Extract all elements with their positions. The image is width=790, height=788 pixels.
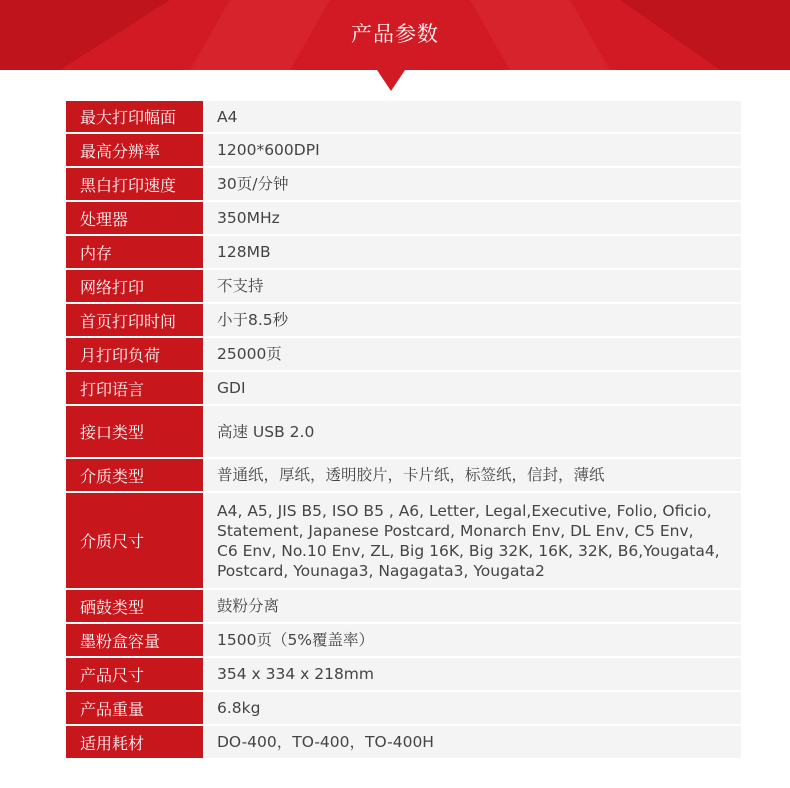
spec-value: 鼓粉分离: [205, 590, 741, 622]
spec-label: 墨粉盒容量: [66, 624, 203, 656]
spec-row: [66, 134, 741, 166]
spec-row: [66, 304, 741, 336]
spec-row: [66, 236, 741, 268]
banner-title: 产品参数: [351, 22, 439, 46]
spec-value: 6.8kg: [205, 692, 741, 724]
spec-value: 350MHz: [205, 202, 741, 234]
spec-row: [66, 338, 741, 370]
spec-row: [66, 590, 741, 622]
spec-label: 产品重量: [66, 692, 203, 724]
spec-value: 小于8.5秒: [205, 304, 741, 336]
spec-label: 网络打印: [66, 270, 203, 302]
spec-row: [66, 101, 741, 132]
spec-label: 硒鼓类型: [66, 590, 203, 622]
spec-label: 处理器: [66, 202, 203, 234]
spec-row: [66, 372, 741, 404]
spec-row: [66, 406, 741, 457]
spec-row: [66, 624, 741, 656]
spec-row: [66, 202, 741, 234]
spec-value: 354 x 334 x 218mm: [205, 658, 741, 690]
spec-label: 黑白打印速度: [66, 168, 203, 200]
spec-label: 介质尺寸: [66, 493, 203, 588]
spec-value: A4, A5, JIS B5, ISO B5 , A6, Letter, Legal,Executive, Folio, Oficio, Statement, Japanese Postcard, Monarch Env, DL Env, C5 Env, C6 Env, No.10 Env, ZL, Big 16K, Big 32K, 16K, 32K, B6,Yougata4, Postcard, Younaga3, Nagagata3, Yougata2: [205, 493, 741, 588]
spec-label: 介质类型: [66, 459, 203, 491]
spec-label: 首页打印时间: [66, 304, 203, 336]
spec-value: GDI: [205, 372, 741, 404]
spec-row: [66, 726, 741, 758]
spec-label: 接口类型: [66, 406, 203, 457]
spec-label: 内存: [66, 236, 203, 268]
spec-value: 128MB: [205, 236, 741, 268]
spec-label: 产品尺寸: [66, 658, 203, 690]
spec-value: 1200*600DPI: [205, 134, 741, 166]
spec-label: 月打印负荷: [66, 338, 203, 370]
spec-label: 打印语言: [66, 372, 203, 404]
spec-label: 最大打印幅面: [66, 101, 203, 132]
header-banner: [0, 0, 790, 91]
spec-label: 最高分辨率: [66, 134, 203, 166]
spec-value: 25000页: [205, 338, 741, 370]
spec-value: 高速 USB 2.0: [205, 406, 741, 457]
spec-row: [66, 658, 741, 690]
spec-row: [66, 493, 741, 588]
spec-value: 普通纸，厚纸，透明胶片，卡片纸，标签纸，信封，薄纸: [205, 459, 741, 491]
spec-row: [66, 270, 741, 302]
spec-value: 不支持: [205, 270, 741, 302]
spec-label: 适用耗材: [66, 726, 203, 758]
spec-value: DO-400，TO-400，TO-400H: [205, 726, 741, 758]
spec-row: [66, 692, 741, 724]
spec-row: [66, 168, 741, 200]
spec-value: 30页/分钟: [205, 168, 741, 200]
spec-table: [66, 101, 741, 760]
spec-value: 1500页（5%覆盖率）: [205, 624, 741, 656]
spec-row: [66, 459, 741, 491]
spec-value: A4: [205, 101, 741, 132]
